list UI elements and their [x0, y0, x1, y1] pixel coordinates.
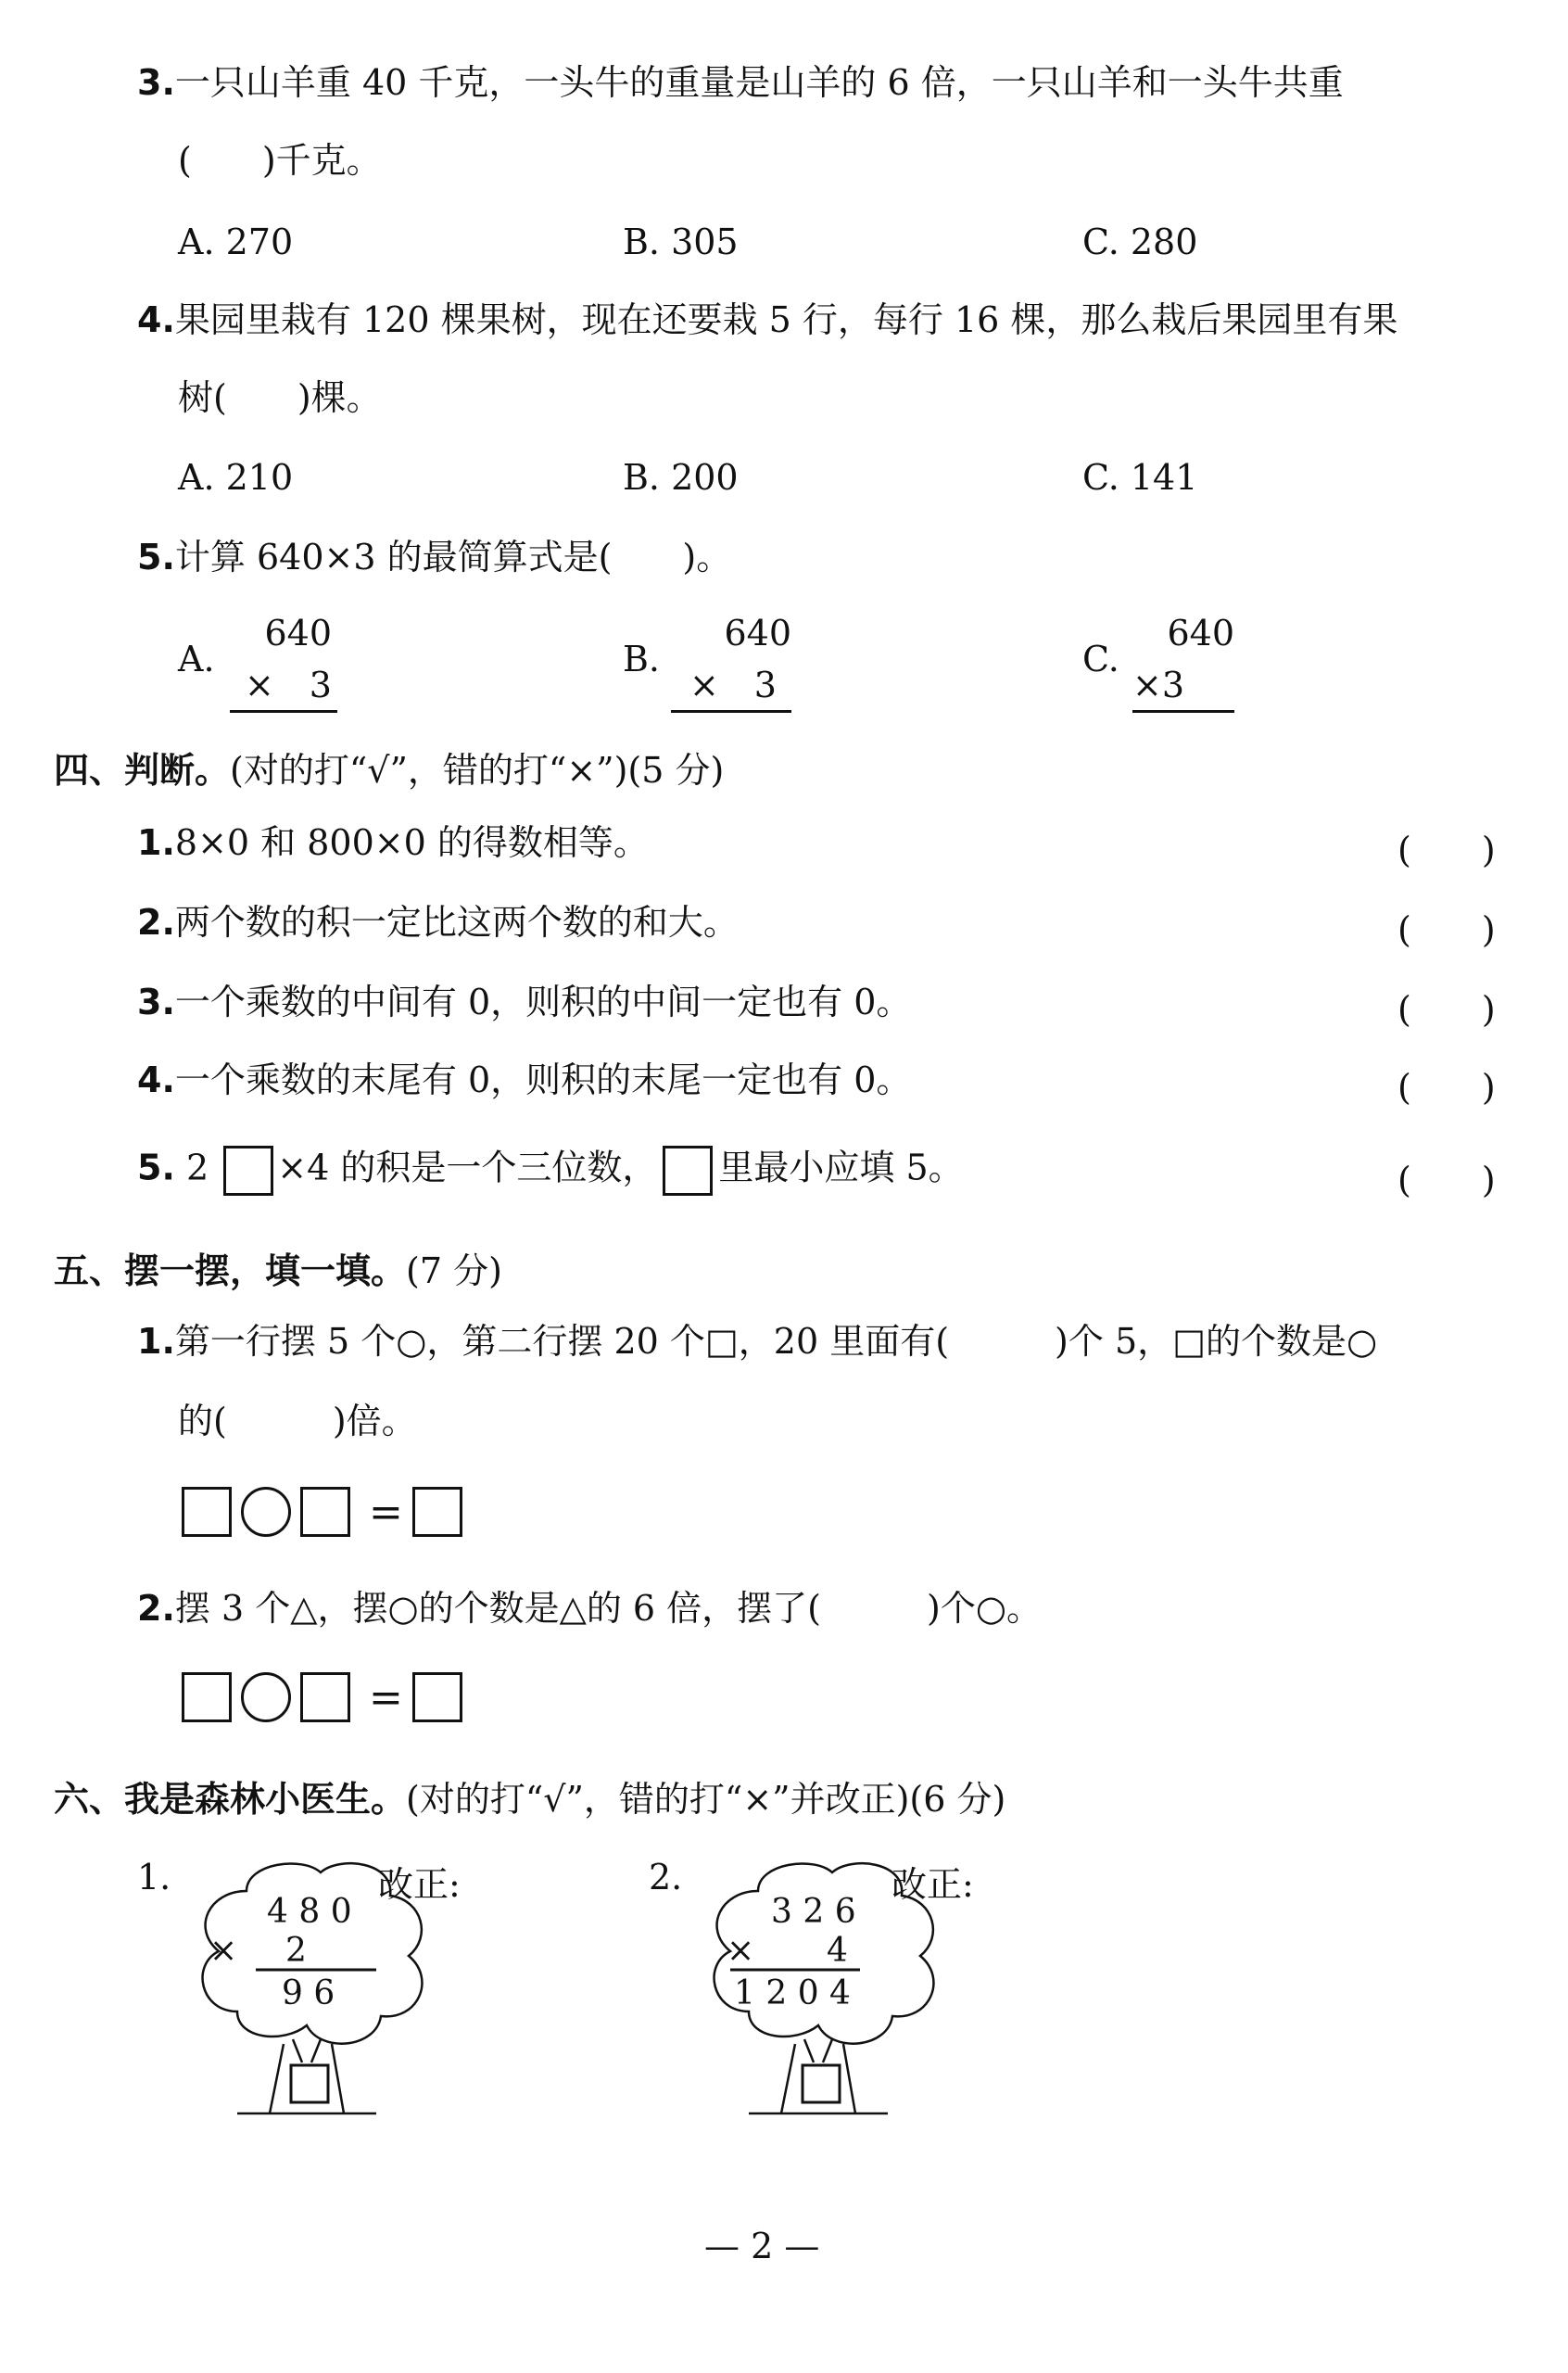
question-text: 两个数的积一定比这两个数的和大。 — [174, 902, 739, 943]
option-b[interactable]: B. 305 — [623, 222, 739, 262]
judge-item-5 — [137, 1146, 964, 1196]
fix-label: 改正: — [378, 1864, 461, 1905]
answer-parenthesis[interactable]: ( ) — [1397, 1067, 1496, 1108]
problem-number: 1. — [137, 1857, 171, 1897]
question-number: 3. — [137, 62, 175, 103]
judge-item-2 — [137, 901, 739, 944]
equation-frame-1 — [182, 1487, 472, 1537]
blank-box[interactable] — [412, 1487, 462, 1537]
question-number: 1. — [137, 1321, 175, 1362]
blank-box[interactable] — [223, 1146, 273, 1196]
section-note: (对的打“√”，错的打“×”)(5 分) — [230, 750, 725, 791]
question-text: 第一行摆 5 个○，第二行摆 20 个□，20 里面有( )个 5，□的个数是○ — [174, 1321, 1378, 1362]
option-a[interactable]: A. 270 — [178, 222, 294, 262]
section-note: (7 分) — [406, 1250, 502, 1291]
choice-q4 — [137, 298, 1397, 341]
question-number: 2. — [137, 1588, 175, 1629]
question-text-end: 里最小应填 5。 — [718, 1147, 964, 1188]
option-a[interactable]: A. 210 — [178, 457, 294, 498]
calc-underline — [230, 710, 337, 713]
blank-box[interactable] — [412, 1672, 462, 1722]
judge-item-1 — [137, 821, 649, 864]
option-b-vertical-calc[interactable] — [671, 612, 791, 714]
blank-box[interactable] — [182, 1487, 232, 1537]
answer-parenthesis[interactable]: ( ) — [1397, 989, 1496, 1030]
section-judge-title — [54, 742, 724, 793]
judge-item-4 — [137, 1059, 911, 1101]
equals-sign: = — [369, 1488, 403, 1536]
multiplicand: 3 2 6 — [771, 1893, 856, 1931]
answer-parenthesis[interactable]: ( ) — [1397, 830, 1496, 870]
question-number: 1. — [137, 822, 175, 863]
question-number: 4. — [137, 299, 175, 340]
option-b-label[interactable]: B. — [623, 639, 661, 679]
question-text: 一个乘数的末尾有 0，则积的末尾一定也有 0。 — [174, 1060, 912, 1100]
operator-circle[interactable] — [241, 1487, 291, 1537]
section-note: (对的打“√”，错的打“×”并改正)(6 分) — [406, 1779, 1006, 1820]
question-text: 一只山羊重 40 千克，一头牛的重量是山羊的 6 倍，一只山羊和一头牛共重 — [174, 62, 1344, 103]
question-text: 8×0 和 800×0 的得数相等。 — [174, 822, 649, 863]
choice-q3 — [137, 61, 1344, 104]
multiplicand: 640 — [264, 613, 332, 654]
result: 1 2 0 4 — [734, 1974, 851, 2012]
equals-sign: = — [369, 1673, 403, 1721]
equation-frame-2 — [182, 1672, 472, 1722]
option-c-vertical-calc[interactable] — [1132, 612, 1234, 714]
question-text: 果园里栽有 120 棵果树，现在还要栽 5 行，每行 16 棵，那么栽后果园里有果 — [174, 299, 1398, 340]
calc-underline — [671, 710, 791, 713]
multiplicand: 640 — [724, 613, 791, 654]
option-a-vertical-calc[interactable] — [230, 612, 337, 714]
blank-box[interactable] — [300, 1487, 350, 1537]
arrange-q1 — [137, 1320, 1377, 1363]
question-number: 3. — [137, 982, 175, 1022]
arrange-q1-continuation: 的( )倍。 — [178, 1401, 417, 1441]
multiply-sign: × — [727, 1932, 755, 1970]
multiplicand: 640 — [1167, 613, 1234, 654]
option-a-label[interactable]: A. — [178, 639, 215, 679]
multiplicand: 4 8 0 — [267, 1893, 352, 1931]
question-number: 5. — [137, 537, 175, 577]
option-c[interactable]: C. 280 — [1082, 222, 1198, 262]
fix-label: 改正: — [891, 1864, 974, 1905]
question-text: 计算 640×3 的最简算式是( )。 — [174, 537, 732, 577]
multiplier: 2 — [285, 1932, 307, 1970]
digit-prefix: 2 — [185, 1147, 209, 1188]
choice-q4-continuation: 树( )棵。 — [178, 377, 382, 418]
question-number: 5. — [137, 1147, 175, 1188]
problem-number: 2. — [649, 1857, 683, 1897]
arrange-q2 — [137, 1587, 1042, 1630]
choice-q3-continuation: ( )千克。 — [178, 140, 382, 181]
page-number: — 2 — — [704, 2226, 820, 2266]
question-text-mid: ×4 的积是一个三位数， — [277, 1147, 658, 1188]
multiplier: ×3 — [1132, 665, 1185, 705]
section-arrange-title — [54, 1242, 502, 1293]
section-doctor-title — [54, 1770, 1005, 1821]
section-title: 四、判断。 — [54, 750, 231, 791]
section-title: 六、我是森林小医生。 — [54, 1779, 407, 1820]
multiplier: 4 — [827, 1932, 848, 1970]
operator-circle[interactable] — [241, 1672, 291, 1722]
multiplier: × 3 — [244, 665, 332, 705]
multiply-sign: × — [209, 1932, 238, 1970]
question-text: 摆 3 个△，摆○的个数是△的 6 倍，摆了( )个○。 — [174, 1588, 1042, 1629]
judge-item-3 — [137, 981, 911, 1023]
section-title: 五、摆一摆，填一填。 — [54, 1250, 407, 1291]
blank-box[interactable] — [300, 1672, 350, 1722]
option-b[interactable]: B. 200 — [623, 457, 739, 498]
answer-box — [803, 2065, 840, 2102]
blank-box[interactable] — [663, 1146, 713, 1196]
question-text: 一个乘数的中间有 0，则积的中间一定也有 0。 — [174, 982, 912, 1022]
answer-parenthesis[interactable]: ( ) — [1397, 1160, 1496, 1200]
question-number: 4. — [137, 1060, 175, 1100]
multiplier: × 3 — [689, 665, 777, 705]
choice-q5 — [137, 536, 731, 578]
blank-box[interactable] — [182, 1672, 232, 1722]
option-c-label[interactable]: C. — [1082, 639, 1119, 679]
calc-underline — [1132, 710, 1234, 713]
answer-box — [291, 2065, 328, 2102]
result: 9 6 — [282, 1974, 335, 2012]
option-c[interactable]: C. 141 — [1082, 457, 1198, 498]
question-number: 2. — [137, 902, 175, 943]
answer-parenthesis[interactable]: ( ) — [1397, 909, 1496, 950]
